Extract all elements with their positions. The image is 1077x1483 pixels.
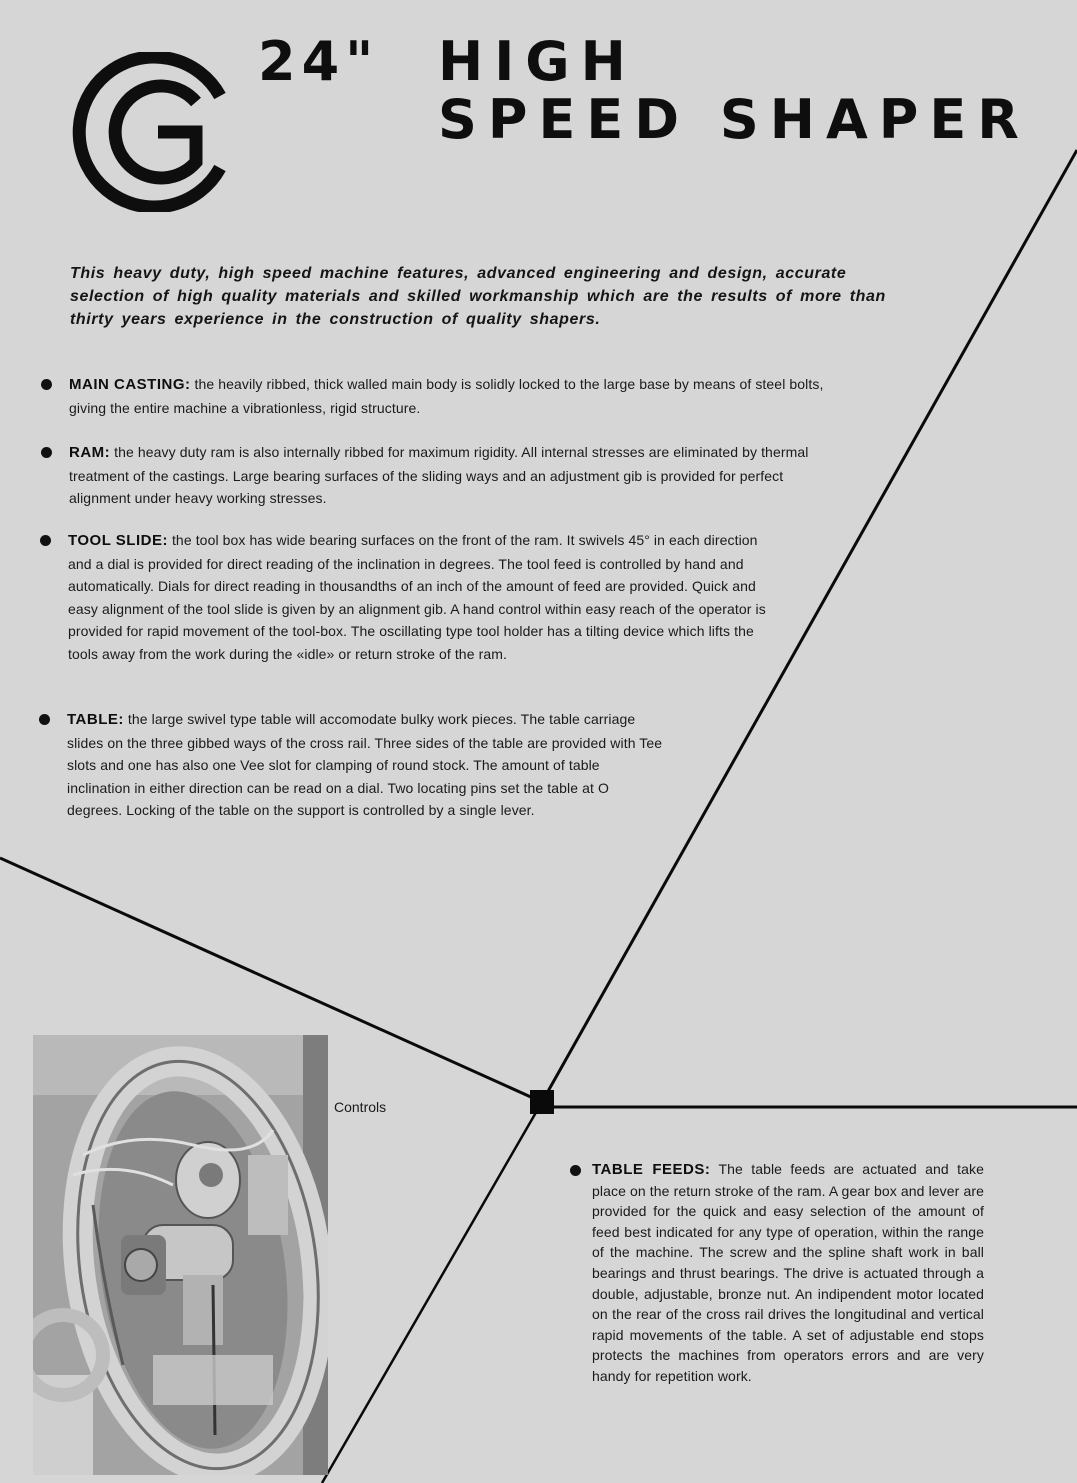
feature-text: the large swivel type table will accomodate bulky work pieces. The table carriage slides on the three gibbed ways of the cross rail. Three sides of the table are provided with Tee slots and one has also one Vee slot for clamping of round stock. The amount of table inclination in either direction can be read on a dial. Two locating pins set the table at O degrees. Locking of the table on the support is controlled by a single lever. xyxy=(67,711,663,818)
feature-tool-slide xyxy=(68,529,778,665)
feature-label: MAIN CASTING: xyxy=(69,376,191,393)
title-size: 24" xyxy=(258,30,380,93)
G-logo-icon xyxy=(72,52,232,212)
bullet-icon xyxy=(39,714,50,725)
machine-controls-illustration xyxy=(33,1035,328,1475)
title-line-1: HIGH xyxy=(438,30,637,93)
feature-table xyxy=(67,708,667,822)
feature-label: TABLE FEEDS: xyxy=(592,1161,711,1178)
feature-text: The table feeds are actuated and take place on the return stroke of the ram. A gear box and lever are provided for the quick and easy selection of the amount of feed best indicated for any type of operation, within the range of the machine. The screw and the spline shaft work in ball bearings and thrust bearings. The drive is actuated through a double, adjustable, bronze nut. An indipendent motor located on the rear of the cross rail drives the longitudinal and vertical rapid movements of the table. A set of adjustable end stops protects the machines from operators errors and are very handy for repetition work. xyxy=(592,1161,984,1384)
feature-label: RAM: xyxy=(69,444,111,461)
feature-label: TABLE: xyxy=(67,711,124,728)
feature-text: the heavy duty ram is also internally ribbed for maximum rigidity. All internal stresses are eliminated by thermal treatment of the castings. Large bearing surfaces of the sliding ways and an adjustment gib is provided for perfect alignment under heavy working stresses. xyxy=(69,444,809,506)
feature-table-feeds xyxy=(592,1159,984,1387)
feature-text: the heavily ribbed, thick walled main body is solidly locked to the large base by means of steel bolts, giving the entire machine a vibrationless, rigid structure. xyxy=(69,376,824,416)
bullet-icon xyxy=(41,447,52,458)
feature-ram xyxy=(69,441,814,510)
bullet-icon xyxy=(40,535,51,546)
photo-caption: Controls xyxy=(334,1099,387,1115)
feature-main-casting xyxy=(69,373,859,419)
junction-marker xyxy=(530,1090,554,1114)
feature-text: the tool box has wide bearing surfaces on the front of the ram. It swivels 45° in each direction and a dial is provided for direct reading of the inclination in degrees. The tool feed is controlled by hand and automatically. Dials for direct reading in thousandths of an inch of the amount of feed are provided. Quick and easy alignment of the tool slide is given by an alignment gib. A hand control within easy reach of the operator is provided for rapid movement of the tool-box. The oscillating type tool holder has a tilting device which lifts the tools away from the work during the «idle» or return stroke of the ram. xyxy=(68,532,766,662)
feature-label: TOOL SLIDE: xyxy=(68,532,168,549)
title-line-2: SPEED SHAPER xyxy=(438,88,1030,151)
diagonal-line-lower xyxy=(322,1102,542,1483)
bullet-icon xyxy=(41,379,52,390)
controls-photo xyxy=(33,1035,328,1475)
bullet-icon xyxy=(570,1165,581,1176)
intro-paragraph: This heavy duty, high speed machine features, advanced engineering and design, accurate selection of high quality materials and skilled workmanship which are the results of more than thirty years experience in the construction of quality shapers. xyxy=(70,265,886,328)
